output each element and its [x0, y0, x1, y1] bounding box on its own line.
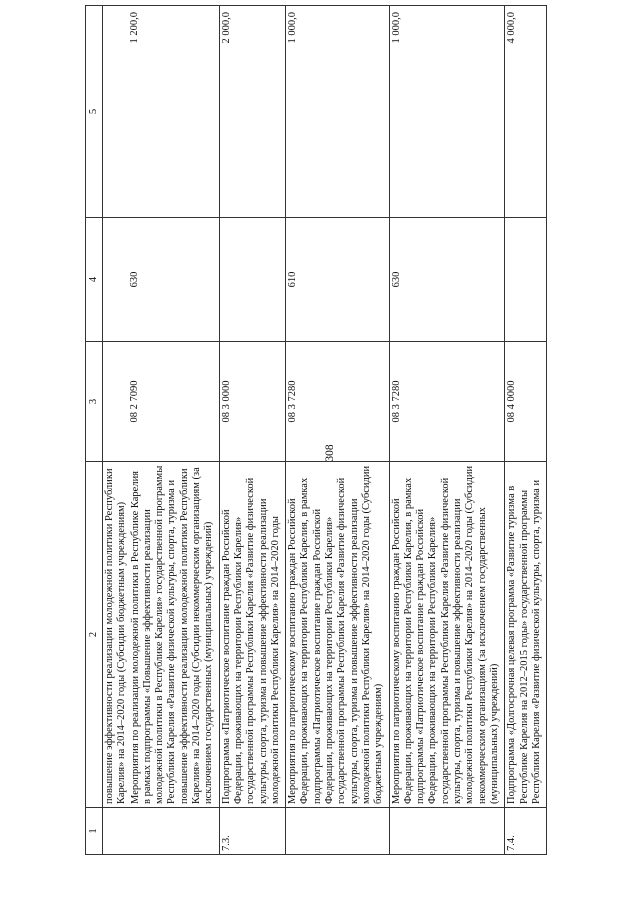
header-col-5: 5 [86, 6, 103, 218]
row-code: 08 3 0000 [219, 342, 285, 462]
row-sum: 2 000,0 [219, 6, 285, 218]
row-sum [103, 6, 220, 218]
row-number [103, 808, 220, 855]
row-description [286, 462, 389, 808]
description-line: Мероприятия по патриотическому воспитанию граждан Российской Федерации, проживающих на территории Республики Карелия, в рамках подпрограммы «Патриотическое воспитание граждан Российской Федерации, проживающих на территории Республики Карелия» государственной программы Республики Карелия «Развитие физической культуры, спорта, туризма и повышение эффективности реализации молодежной политики Республики Карелия» на 2014–2020 годы (Субсидии некоммерческим организациям (за исключением государственных (муниципальных) учреждений) [390, 465, 500, 804]
description-line: повышение эффективности реализации молодежной политики Республики Карелия» на 2014–2020 годы (Субсидии бюджетным учреждениям) [104, 468, 128, 804]
row-number [286, 808, 389, 855]
sum-value: 1 200,0 [128, 12, 140, 44]
table-row [103, 6, 220, 855]
row-description [219, 462, 285, 808]
table-row [505, 6, 547, 855]
row-sum: 1 000,0 [286, 6, 389, 218]
description-line: Мероприятия по реализации молодежной политики в Республике Карелия в рамках подпрограммы «Повышение эффективности реализации молодежной политики в Республике Карелия» государственной программы Республики Карелия «Развитие физической культуры, спорта, туризма и повышение эффективности реализации молодежной политики Республики Карелия» на 2014–2020 годы (Субсидии некоммерческим организациям (за исключением государственных (муниципальных) учреждений) [129, 465, 215, 804]
row-description [505, 462, 547, 808]
table-row [219, 6, 285, 855]
row-type [103, 218, 220, 342]
description-line: Подпрограмма «Долгосрочная целевая программа «Развитие туризма в Республике Карелия на 2012–2015 годы» государственной программы Республики Карелия «Развитие физической культуры, спорта, туризма и [506, 479, 542, 804]
code-value: 08 2 7090 [128, 380, 140, 423]
row-sum: 1 000,0 [389, 6, 505, 218]
header-col-4: 4 [86, 218, 103, 342]
row-number: 7.4. [505, 808, 547, 855]
row-code: 08 3 7280 [286, 342, 389, 462]
row-type [505, 218, 547, 342]
row-type: 610 [286, 218, 389, 342]
header-col-3: 3 [86, 342, 103, 462]
row-code [103, 342, 220, 462]
header-col-1: 1 [86, 808, 103, 855]
budget-table [85, 5, 547, 855]
page-number: 308 [324, 444, 336, 462]
row-type: 630 [389, 218, 505, 342]
row-sum: 4 000,0 [505, 6, 547, 218]
row-description [389, 462, 505, 808]
row-description [103, 462, 220, 808]
type-value: 630 [128, 271, 140, 288]
budget-table-sheet [85, 12, 640, 855]
table-header-row [86, 6, 103, 855]
table-row [389, 6, 505, 855]
row-code: 08 3 7280 [389, 342, 505, 462]
table-row [286, 6, 389, 855]
row-type [219, 218, 285, 342]
row-code: 08 4 0000 [505, 342, 547, 462]
description-line: Мероприятия по патриотическому воспитанию граждан Российской Федерации, проживающих на территории Республики Карелия, в рамках подпрограммы «Патриотическое воспитание граждан Российской Федерации, проживающих на территории Республики Карелия» государственной программы Республики Карелия «Развитие физической культуры, спорта, туризма и повышение эффективности реализации молодежной политики Республики Карелия» на 2014–2020 годы (Субсидии бюджетным учреждениям) [287, 465, 385, 804]
row-number [389, 808, 505, 855]
description-line: Подпрограмма «Патриотическое воспитание граждан Российской Федерации, проживающих на территории Республики Карелия» государственной программы Республики Карелия «Развитие физической культуры, спорта, туризма и повышение эффективности реализации молодежной политики Республики Карелия» на 2014–2020 годы [220, 477, 281, 804]
header-col-2: 2 [86, 462, 103, 808]
row-number: 7.3. [219, 808, 285, 855]
